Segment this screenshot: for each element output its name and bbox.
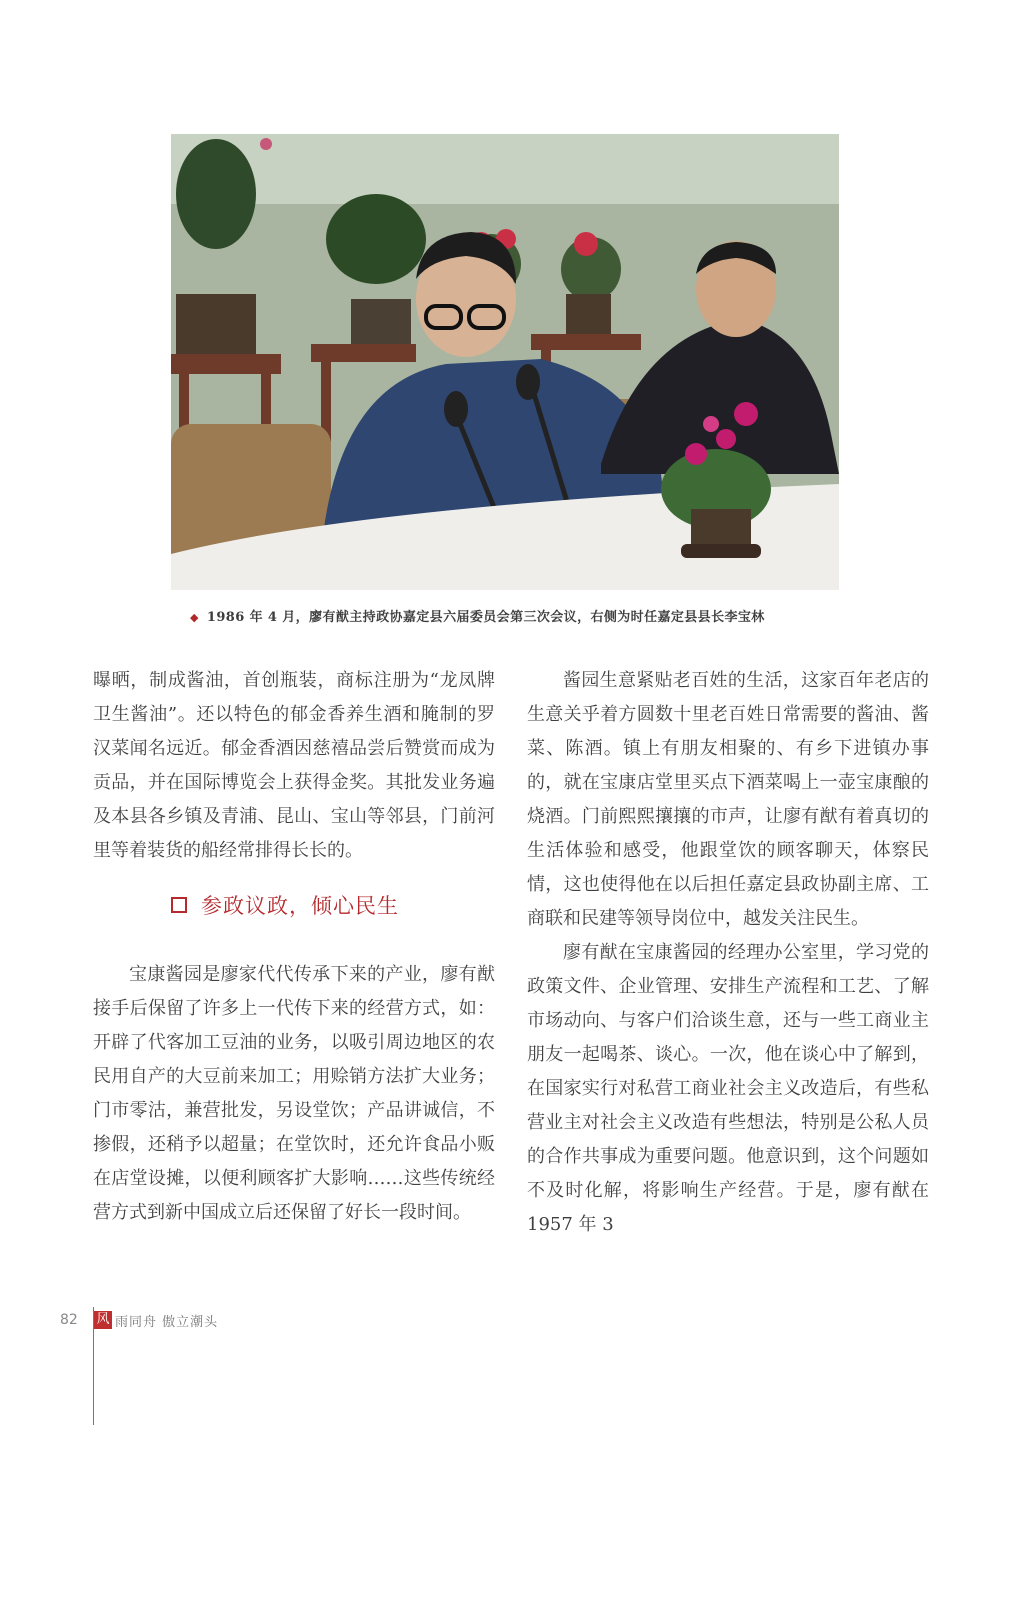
- right-paragraph-2: 廖有猷在宝康酱园的经理办公室里，学习党的政策文件、企业管理、安排生产流程和工艺、了解市场动向、与客户们洽谈生意，还与一些工商业主朋友一起喝茶、谈心。一次，他在谈心中了解到，在国家实行对私营工商业社会主义改造后，有些私营业主对社会主义改造有些想法，特别是公私人员的合作共事成为重要问题。他意识到，这个问题如不及时化解，将影响生产经营。于是，廖有猷在 1957 年 3: [527, 942, 929, 1235]
- right-column: [527, 664, 929, 1242]
- left-column-top: [93, 664, 495, 868]
- section-heading: [171, 890, 399, 920]
- page-footer: [60, 1309, 218, 1331]
- square-bullet-icon: [171, 897, 187, 913]
- brand-mark: 风: [94, 1311, 112, 1329]
- left-paragraph: 宝康酱园是廖家代代传承下来的产业，廖有猷接手后保留了许多上一代传下来的经营方式，如：开辟了代客加工豆油的业务，以吸引周边地区的农民用自产的大豆前来加工；用赊销方法扩大业务；门市零沽，兼营批发，另设堂饮；产品讲诚信，不掺假，还稍予以超量；在堂饮时，还允许食品小贩在店堂设摊，以便利顾客扩大影响……这些传统经营方式到新中国成立后还保留了好长一段时间。: [93, 964, 495, 1223]
- running-title: 雨同舟 傲立潮头: [115, 1314, 219, 1330]
- page-number: 82: [60, 1312, 78, 1328]
- photo-caption: [190, 606, 850, 625]
- footer-divider: [93, 1307, 94, 1425]
- continuation-paragraph: 曝晒，制成酱油，首创瓶装，商标注册为“龙凤牌卫生酱油”。还以特色的郁金香养生酒和腌制的罗汉菜闻名远近。郁金香酒因慈禧品尝后赞赏而成为贡品，并在国际博览会上获得金奖。其批发业务遍及本县各乡镇及青浦、昆山、宝山等邻县，门前河里等着装货的船经常排得长长的。: [93, 670, 495, 861]
- caption-text: 1986 年 4 月，廖有猷主持政协嘉定县六届委员会第三次会议，右侧为时任嘉定县县长李宝林: [206, 610, 765, 625]
- meeting-photo: [171, 134, 839, 590]
- section-heading-text: 参政议政，倾心民生: [201, 894, 399, 918]
- right-paragraph-1: 酱园生意紧贴老百姓的生活，这家百年老店的生意关乎着方圆数十里老百姓日常需要的酱油、酱菜、陈酒。镇上有朋友相聚的、有乡下进镇办事的，就在宝康店堂里买点下酒菜喝上一壶宝康酿的烧酒。门前熙熙攘攘的市声，让廖有猷有着真切的生活体验和感受，他跟堂饮的顾客聊天，体察民情，这也使得他在以后担任嘉定县政协副主席、工商联和民建等领导岗位中，越发关注民生。: [527, 670, 929, 929]
- left-column-bottom: [93, 958, 495, 1230]
- meeting-photo-illustration: [171, 134, 839, 590]
- caption-diamond-icon: ◆: [190, 611, 199, 624]
